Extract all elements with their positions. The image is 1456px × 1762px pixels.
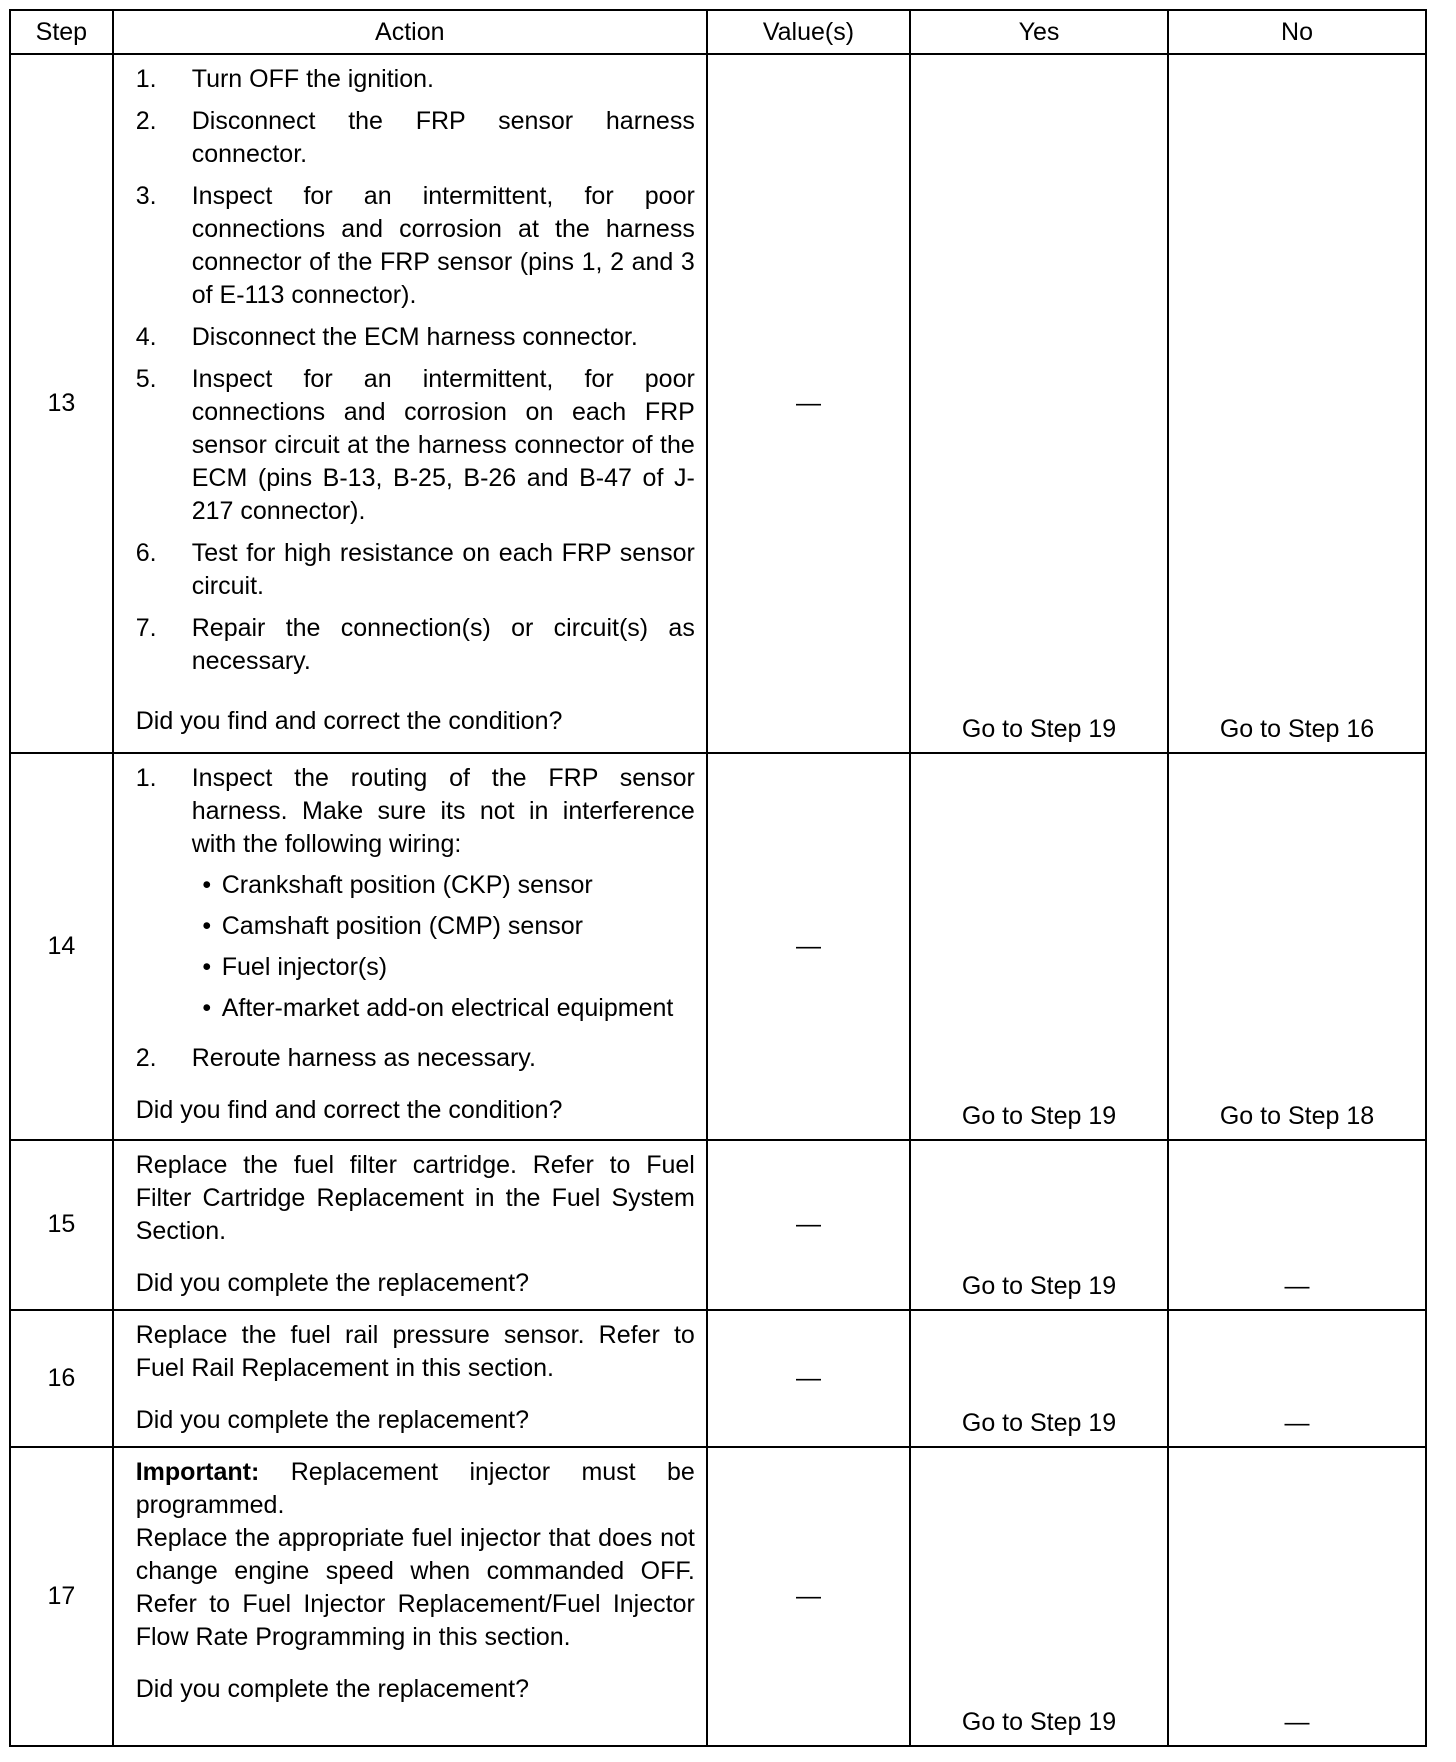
table-row-step-13 [10,54,1426,753]
bullet-item [192,951,695,984]
action-text: Replace the fuel rail pressure sensor. Refer to Fuel Rail Replacement in this section. [135,1321,695,1383]
yes-cell: Go to Step 19 [910,753,1168,1139]
value-cell: — [707,1447,910,1746]
list-item [136,537,695,603]
value-cell: — [707,54,910,753]
step-number: 15 [10,1140,113,1311]
question-text: Did you complete the replacement? [135,1406,530,1435]
list-item [136,63,695,96]
no-cell: — [1168,1140,1426,1311]
header-action: Action [113,10,707,54]
bullet-text: Crankshaft position (CKP) sensor [221,871,593,900]
list-item [136,762,695,1033]
action-cell [113,753,707,1139]
action-cell [113,54,707,753]
item-text: Disconnect the ECM harness connector. [191,323,638,351]
action-cell [113,1447,707,1746]
list-item [136,1042,695,1075]
list-item [136,105,695,171]
bullet-list [192,869,695,1025]
action-steps-list [136,63,695,678]
header-no: No [1168,10,1426,54]
question-text: Did you complete the replacement? [135,1675,530,1704]
bullet-item [192,910,695,943]
item-number: 1. [135,65,157,93]
step-number: 17 [10,1447,113,1746]
bullet-text: Fuel injector(s) [221,953,388,982]
bullet-text: Camshaft position (CMP) sensor [221,912,583,941]
bullet-item [192,869,695,902]
item-text: Inspect for an intermittent, for poor connections and corrosion at the harness connector of the FRP sensor (pins 1, 2 and 3 of E-113 connector). [191,182,695,309]
header-yes: Yes [910,10,1168,54]
item-text: Disconnect the FRP sensor harness connector. [191,107,695,168]
table-row-step-15 [10,1140,1426,1311]
no-cell: — [1168,1447,1426,1746]
item-number: 7. [135,614,157,642]
action-text: Replace the appropriate fuel injector that does not change engine speed when commanded OFF. Refer to Fuel Injector Replacement/Fuel Injector Flow Rate Programming in this section. [135,1524,695,1652]
item-number: 1. [135,764,157,793]
important-note [136,1456,695,1522]
value-cell: — [707,753,910,1139]
table-row-step-14 [10,753,1426,1139]
important-text: Replacement injector must be programmed. [135,1458,695,1520]
item-number: 3. [135,182,157,210]
table-row-step-17 [10,1447,1426,1746]
header-row [10,10,1426,54]
item-text: Turn OFF the ignition. [191,65,434,93]
list-item [136,363,695,528]
important-label: Important: [135,1458,260,1487]
item-text: Inspect for an intermittent, for poor connections and corrosion on each FRP sensor circuit at the harness connector of the ECM (pins B-13, B-25, B-26 and B-47 of J-217 connector). [191,365,695,525]
item-text: Inspect the routing of the FRP sensor harness. Make sure its not in interference with the following wiring: [191,764,695,859]
list-item [136,612,695,678]
list-item [136,180,695,312]
step-number: 14 [10,753,113,1139]
item-number: 6. [135,539,157,567]
action-cell [113,1310,707,1447]
bullet-item [192,992,695,1025]
value-cell: — [707,1310,910,1447]
question-text: Did you find and correct the condition? [135,1096,563,1125]
question-text: Did you complete the replacement? [135,1268,530,1297]
step-number: 13 [10,54,113,753]
item-text: Reroute harness as necessary. [191,1044,536,1073]
list-item [136,321,695,354]
action-cell [113,1140,707,1311]
bullet-mark: • [202,912,212,941]
item-text: Repair the connection(s) or circuit(s) as necessary. [191,614,695,675]
yes-cell: Go to Step 19 [910,1447,1168,1746]
bullet-mark: • [202,994,212,1023]
value-cell: — [707,1140,910,1311]
step-number: 16 [10,1310,113,1447]
table-row-step-16 [10,1310,1426,1447]
bullet-mark: • [202,871,212,900]
no-cell: Go to Step 18 [1168,753,1426,1139]
bullet-mark: • [202,953,212,982]
yes-cell: Go to Step 19 [910,54,1168,753]
item-number: 2. [135,1044,157,1073]
header-step: Step [10,10,113,54]
item-text: Test for high resistance on each FRP sensor circuit. [191,539,695,600]
action-steps-list [136,762,695,1075]
question-text: Did you find and correct the condition? [135,707,563,735]
item-number: 2. [135,107,157,135]
yes-cell: Go to Step 19 [910,1140,1168,1311]
item-number: 5. [135,365,157,393]
diagnostic-table [9,9,1427,1747]
yes-cell: Go to Step 19 [910,1310,1168,1447]
item-number: 4. [135,323,157,351]
no-cell: Go to Step 16 [1168,54,1426,753]
no-cell: — [1168,1310,1426,1447]
action-text: Replace the fuel filter cartridge. Refer to Fuel Filter Cartridge Replacement in the Fuel System Section. [135,1150,695,1245]
bullet-text: After-market add-on electrical equipment [221,994,674,1023]
header-values: Value(s) [707,10,910,54]
